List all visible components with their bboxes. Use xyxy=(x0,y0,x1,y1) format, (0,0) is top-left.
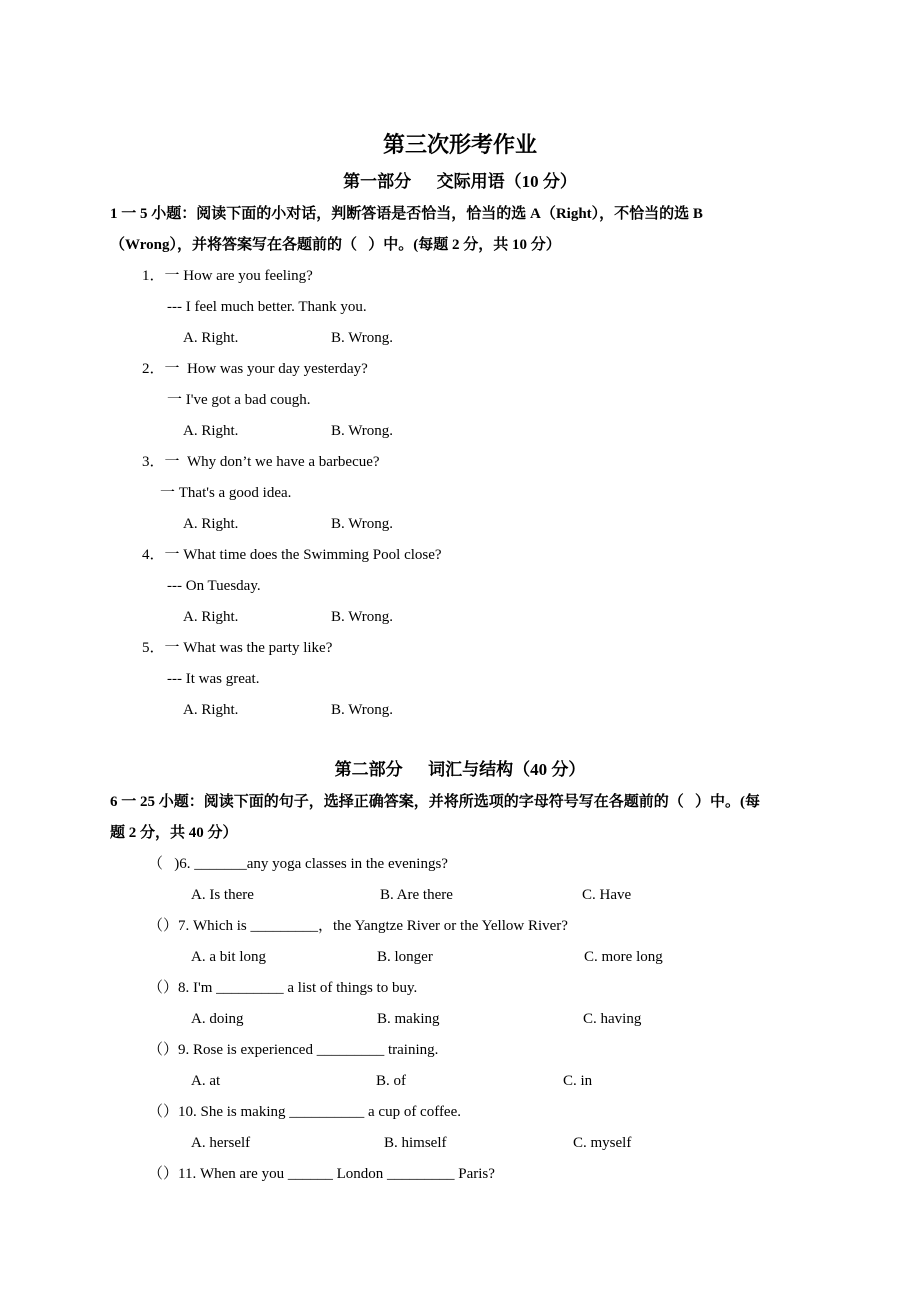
option-b-7: B. longer xyxy=(377,949,433,965)
option-b-3: B. Wrong. xyxy=(331,516,394,532)
answer-4: --- On Tuesday. xyxy=(167,578,261,594)
option-b-10: B. himself xyxy=(384,1135,447,1151)
document-title: 第三次形考作业 xyxy=(382,132,537,157)
answer-5: --- It was great. xyxy=(167,671,260,687)
question-10: （）10. She is making __________ a cup of coffee. xyxy=(148,1104,462,1120)
option-b-8: B. making xyxy=(377,1011,440,1027)
question-9: （）9. Rose is experienced _________ training. xyxy=(148,1042,439,1058)
answer-1: --- I feel much better. Thank you. xyxy=(167,299,367,315)
part2-heading: 第二部分 词汇与结构（40 分） xyxy=(334,760,586,779)
option-a-3: A. Right. xyxy=(183,516,239,532)
part1-heading: 第一部分 交际用语（10 分） xyxy=(343,172,577,191)
question-4: 4．一 What time does the Swimming Pool close? xyxy=(142,547,442,563)
option-c-8: C. having xyxy=(583,1011,642,1027)
question-7: （）7. Which is _________，the Yangtze River or the Yellow River? xyxy=(148,918,568,934)
part1-instruction-line1: 1 一 5 小题：阅读下面的小对话，判断答语是否恰当，恰当的选 A（Right），不恰当的选 B xyxy=(110,206,703,222)
option-b-9: B. of xyxy=(376,1073,406,1089)
question-8: （）8. I'm _________ a list of things to buy. xyxy=(148,980,418,996)
answer-2: 一 I've got a bad cough. xyxy=(167,392,311,408)
option-a-1: A. Right. xyxy=(183,330,239,346)
option-a-4: A. Right. xyxy=(183,609,239,625)
option-b-2: B. Wrong. xyxy=(331,423,394,439)
part2-instruction-line2: 题 2 分，共 40 分） xyxy=(110,825,238,841)
question-3: 3．一 Why don’t we have a barbecue? xyxy=(142,454,380,470)
option-a-6: A. Is there xyxy=(191,887,254,903)
option-b-1: B. Wrong. xyxy=(331,330,394,346)
part1-instruction-line2: （Wrong），并将答案写在各题前的（ ）中。(每题 2 分，共 10 分） xyxy=(110,237,561,253)
question-1: 1．一 How are you feeling? xyxy=(142,268,313,284)
option-a-9: A. at xyxy=(191,1073,221,1089)
option-a-5: A. Right. xyxy=(183,702,239,718)
option-a-7: A. a bit long xyxy=(191,949,266,965)
option-a-2: A. Right. xyxy=(183,423,239,439)
option-c-6: C. Have xyxy=(582,887,632,903)
option-c-10: C. myself xyxy=(573,1135,632,1151)
option-a-10: A. herself xyxy=(191,1135,251,1151)
question-5: 5．一 What was the party like? xyxy=(142,640,333,656)
option-a-8: A. doing xyxy=(191,1011,244,1027)
option-b-4: B. Wrong. xyxy=(331,609,394,625)
question-2: 2．一 How was your day yesterday? xyxy=(142,361,368,377)
answer-3: 一 That's a good idea. xyxy=(160,485,292,501)
option-b-5: B. Wrong. xyxy=(331,702,394,718)
option-c-7: C. more long xyxy=(584,949,663,965)
question-11: （）11. When are you ______ London _________ Paris? xyxy=(148,1166,495,1182)
option-c-9: C. in xyxy=(563,1073,593,1089)
option-b-6: B. Are there xyxy=(380,887,453,903)
part2-instruction-line1: 6 一 25 小题：阅读下面的句子，选择正确答案，并将所选项的字母符号写在各题前的（ ）中。(每 xyxy=(110,794,760,810)
question-6: （ )6. _______any yoga classes in the evenings? xyxy=(148,856,448,872)
